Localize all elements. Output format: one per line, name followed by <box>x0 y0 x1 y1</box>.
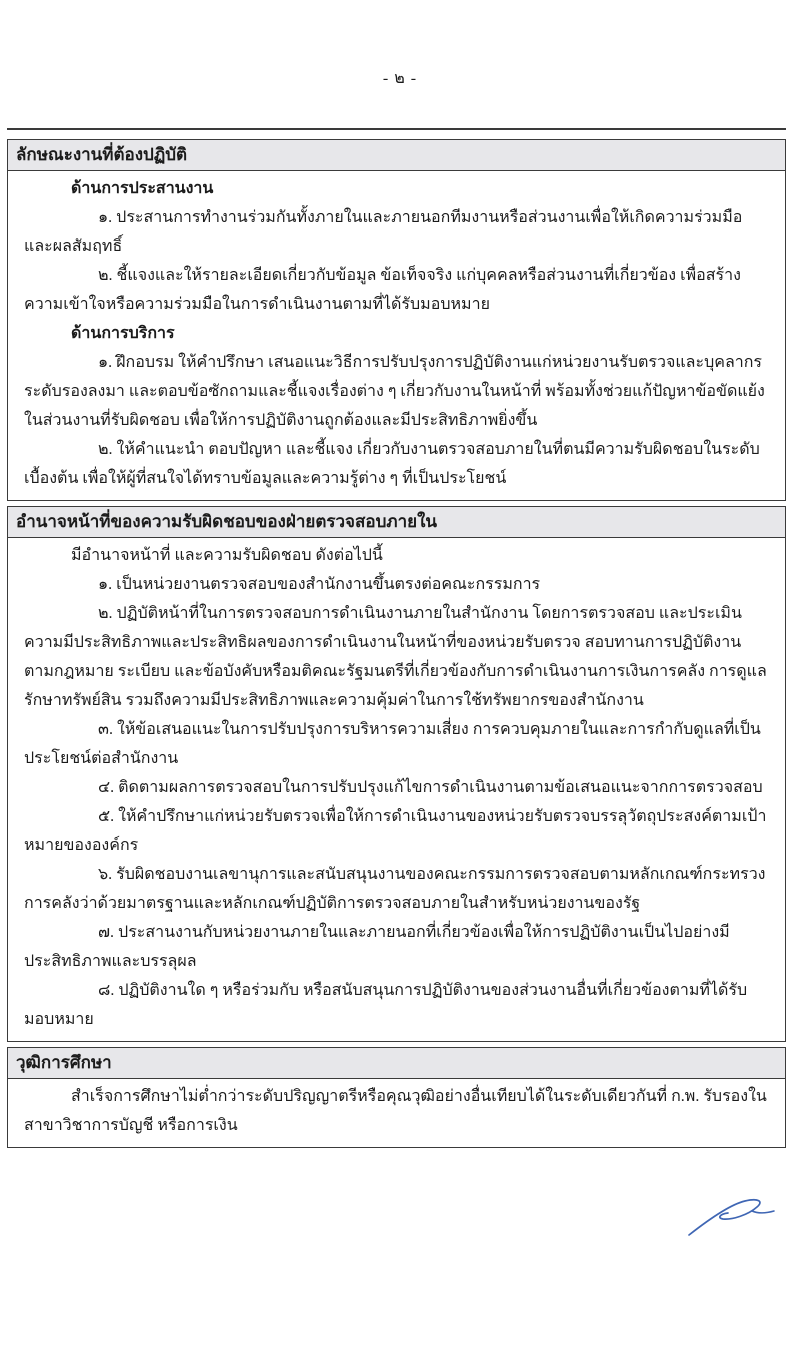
paragraph: ๕. ให้คำปรึกษาแก่หน่วยรับตรวจเพื่อให้การดำเนินงานของหน่วยรับตรวจบรรลุวัตถุประสงค์ตามเป้าหมายขององค์กร <box>24 808 767 854</box>
section-education-qualification <box>7 1047 786 1148</box>
paragraph: ๑. ประสานการทำงานร่วมกันทั้งภายในและภายนอกทีมงานหรือส่วนงานเพื่อให้เกิดความร่วมมือและผลสัมฤทธิ์ <box>24 209 743 255</box>
paragraph: ๔. ติดตามผลการตรวจสอบในการปรับปรุงแก้ไขการดำเนินงานตามข้อเสนอแนะจากการตรวจสอบ <box>98 779 763 796</box>
section-header: ลักษณะงานที่ต้องปฏิบัติ <box>8 140 785 171</box>
paragraph: ๗. ประสานงานกับหน่วยงานภายในและภายนอกที่เกี่ยวข้องเพื่อให้การปฏิบัติงานเป็นไปอย่างมีประสิทธิภาพและบรรลุผล <box>24 924 730 970</box>
section-header: วุฒิการศึกษา <box>8 1048 785 1079</box>
intro-line: มีอำนาจหน้าที่ และความรับผิดชอบ ดังต่อไปนี้ <box>71 547 383 564</box>
paragraph: ๑. เป็นหน่วยงานตรวจสอบของสำนักงานขึ้นตรงต่อคณะกรรมการ <box>98 576 541 593</box>
signature-tail-stroke <box>752 1211 774 1213</box>
signature-stroke <box>689 1200 760 1235</box>
paragraph: ๑. ฝึกอบรม ให้คำปรึกษา เสนอแนะวิธีการปรับปรุงการปฏิบัติงานแก่หน่วยงานรับตรวจและบุคลากรระดับรองลงมา และตอบข้อซักถามและชี้แจงเรื่องต่าง ๆ เกี่ยวกับงานในหน้าที่ พร้อมทั้งช่วยแก้ปัญหาข้อขัดแย้งในส่วนงานที่รับผิดชอบ เพื่อให้การปฏิบัติงานถูกต้องและมีประสิทธิภาพยิ่งขึ้น <box>24 354 765 429</box>
page-number: - ๒ - <box>382 70 418 87</box>
section-body <box>8 171 785 500</box>
section-header: อำนาจหน้าที่ของความรับผิดชอบของฝ่ายตรวจสอบภายใน <box>8 507 785 538</box>
paragraph: ๒. ให้คำแนะนำ ตอบปัญหา และชี้แจง เกี่ยวกับงานตรวจสอบภายในที่ตนมีความรับผิดชอบในระดับเบื้องต้น เพื่อให้ผู้ที่สนใจได้ทราบข้อมูลและความรู้ต่าง ๆ ที่เป็นประโยชน์ <box>24 441 760 487</box>
section-internal-audit-duties <box>7 506 786 1042</box>
sections-container <box>7 139 786 1153</box>
paragraph: ๖. รับผิดชอบงานเลขานุการและสนับสนุนงานของคณะกรรมการตรวจสอบตามหลักเกณฑ์กระทรวงการคลังว่าด้วยมาตรฐานและหลักเกณฑ์ปฏิบัติการตรวจสอบภายในสำหรับหน่วยงานของรัฐ <box>24 866 766 912</box>
top-rule <box>7 128 786 130</box>
paragraph: ๘. ปฏิบัติงานใด ๆ หรือร่วมกับ หรือสนับสนุนการปฏิบัติงานของส่วนงานอื่นที่เกี่ยวข้องตามที่ได้รับมอบหมาย <box>24 982 748 1028</box>
subsection-heading-service: ด้านการบริการ <box>71 325 175 342</box>
section-job-characteristics <box>7 139 786 501</box>
signature-mark <box>686 1194 776 1242</box>
paragraph: ๒. ปฏิบัติหน้าที่ในการตรวจสอบการดำเนินงานภายในสำนักงาน โดยการตรวจสอบ และประเมินความมีประสิทธิภาพและประสิทธิผลของการดำเนินงานในหน้าที่ของหน่วยรับตรวจ สอบทานการปฏิบัติงานตามกฎหมาย ระเบียบ และข้อบังคับหรือมติคณะรัฐมนตรีที่เกี่ยวข้องกับการดำเนินงานการเงินการคลัง การดูแลรักษาทรัพย์สิน รวมถึงความมีประสิทธิภาพและความคุ้มค่าในการใช้ทรัพยากรของสำนักงาน <box>24 605 767 709</box>
paragraph: ๒. ชี้แจงและให้รายละเอียดเกี่ยวกับข้อมูล ข้อเท็จจริง แก่บุคคลหรือส่วนงานที่เกี่ยวข้อง เพื่อสร้างความเข้าใจหรือความร่วมมือในการดำเนินงานตามที่ได้รับมอบหมาย <box>24 267 741 313</box>
paragraph: ๓. ให้ข้อเสนอแนะในการปรับปรุงการบริหารความเสี่ยง การควบคุมภายในและการกำกับดูแลที่เป็นประโยชน์ต่อสำนักงาน <box>24 721 761 767</box>
paragraph: สำเร็จการศึกษาไม่ต่ำกว่าระดับปริญญาตรีหรือคุณวุฒิอย่างอื่นเทียบได้ในระดับเดียวกันที่ ก.พ. รับรองในสาขาวิชาการบัญชี หรือการเงิน <box>24 1088 767 1134</box>
subsection-heading-coordination: ด้านการประสานงาน <box>71 180 214 197</box>
section-body <box>8 1079 785 1147</box>
section-body <box>8 538 785 1041</box>
